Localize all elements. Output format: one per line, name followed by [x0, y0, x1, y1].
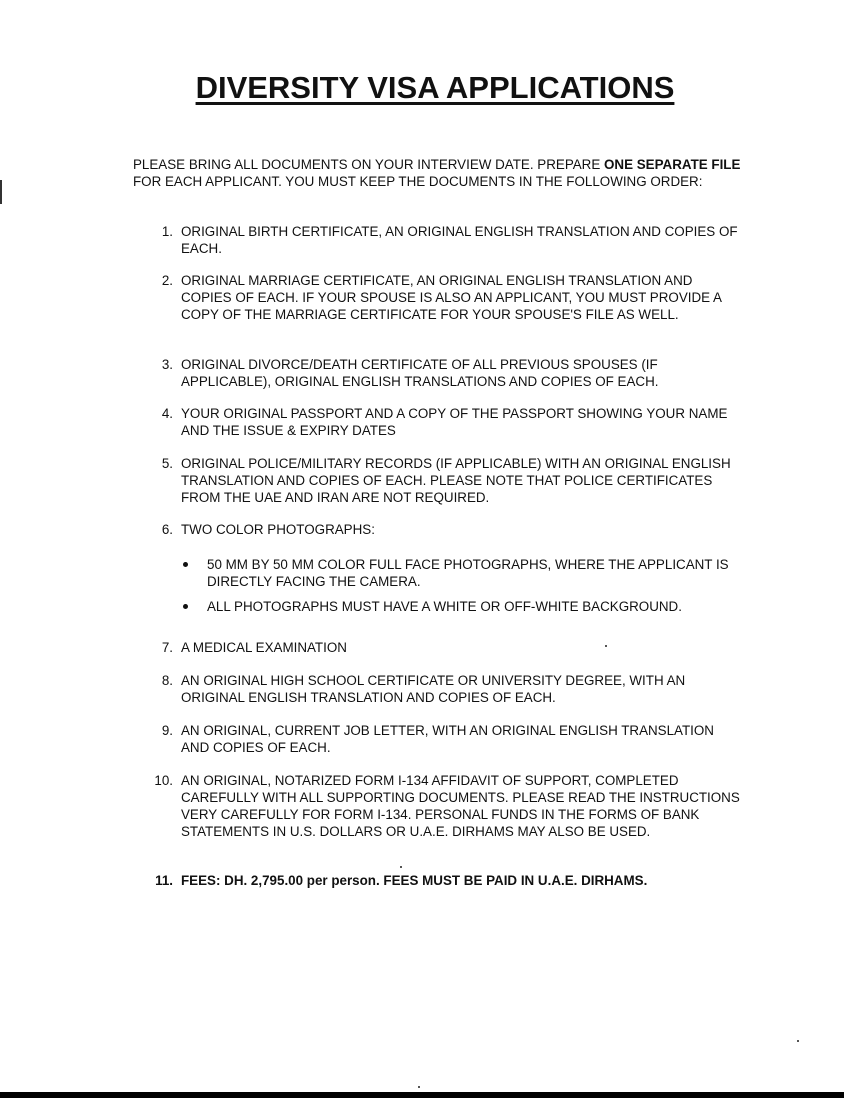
intro-bold-text: ONE SEPARATE FILE [604, 157, 741, 172]
scan-speck [418, 1086, 420, 1088]
list-item-text: YOUR ORIGINAL PASSPORT AND A COPY OF THE PASSPORT SHOWING YOUR NAME AND THE ISSUE & EXPIRY DATES [181, 406, 728, 438]
list-item-number: 8. [161, 673, 173, 688]
list-item-text: ORIGINAL BIRTH CERTIFICATE, AN ORIGINAL ENGLISH TRANSLATION AND COPIES OF EACH. [181, 224, 738, 256]
bullet-dot-icon [183, 562, 188, 567]
scan-bottom-edge [0, 1092, 844, 1098]
scan-speck [797, 1040, 799, 1042]
list-item-number: 11. [155, 873, 173, 888]
list-item-number: 1. [161, 224, 173, 239]
bullet-dot-icon [183, 604, 188, 609]
list-item-text: FEES: DH. 2,795.00 per person. FEES MUST BE PAID IN U.A.E. DIRHAMS. [181, 873, 648, 888]
list-item-text: AN ORIGINAL HIGH SCHOOL CERTIFICATE OR UNIVERSITY DEGREE, WITH AN ORIGINAL ENGLISH TRANSLATION AND COPIES OF EACH. [181, 673, 686, 705]
list-item-number: 3. [161, 357, 173, 372]
list-item-text: ORIGINAL POLICE/MILITARY RECORDS (IF APPLICABLE) WITH AN ORIGINAL ENGLISH TRANSLATION AND COPIES OF EACH. PLEASE NOTE THAT POLICE CERTIFICATES FROM THE UAE AND IRAN ARE NOT REQUIRED. [181, 456, 731, 505]
document-title: DIVERSITY VISA APPLICATIONS [195, 70, 675, 105]
list-item-number: 5. [161, 456, 173, 471]
scan-edge-mark [0, 180, 2, 204]
list-item-number: 10. [154, 773, 173, 788]
list-item-number: 7. [161, 640, 173, 655]
list-item-text: ORIGINAL DIVORCE/DEATH CERTIFICATE OF ALL PREVIOUS SPOUSES (IF APPLICABLE), ORIGINAL ENGLISH TRANSLATIONS AND COPIES OF EACH. [181, 357, 659, 389]
intro-text-1: PLEASE BRING ALL DOCUMENTS ON YOUR INTERVIEW DATE. PREPARE [133, 157, 605, 172]
list-item-number: 4. [161, 406, 173, 421]
scan-speck [400, 866, 402, 868]
list-item-text: AN ORIGINAL, NOTARIZED FORM I-134 AFFIDAVIT OF SUPPORT, COMPLETED CAREFULLY WITH ALL SUPPORTING DOCUMENTS. PLEASE READ THE INSTRUCTIONS VERY CAREFULLY FOR FORM I-134. PERSONAL FUNDS IN THE FORMS OF BANK STATEMENTS IN U.S. DOLLARS OR U.A.E. DIRHAMS MAY ALSO BE USED. [181, 773, 740, 839]
list-item-number: 9. [161, 723, 173, 738]
scan-speck [605, 645, 607, 647]
intro-paragraph [133, 156, 743, 190]
list-item-number: 6. [161, 522, 173, 537]
list-item-text: ORIGINAL MARRIAGE CERTIFICATE, AN ORIGINAL ENGLISH TRANSLATION AND COPIES OF EACH. IF YOUR SPOUSE IS ALSO AN APPLICANT, YOU MUST PROVIDE A COPY OF THE MARRIAGE CERTIFICATE FOR YOUR SPOUSE'S FILE AS WELL. [181, 273, 722, 322]
list-item-text: A MEDICAL EXAMINATION [181, 640, 347, 655]
list-item-text: AN ORIGINAL, CURRENT JOB LETTER, WITH AN ORIGINAL ENGLISH TRANSLATION AND COPIES OF EACH. [181, 723, 714, 755]
photo-bullet-text: ALL PHOTOGRAPHS MUST HAVE A WHITE OR OFF-WHITE BACKGROUND. [207, 599, 682, 614]
photo-bullet-text: 50 MM BY 50 MM COLOR FULL FACE PHOTOGRAPHS, WHERE THE APPLICANT IS DIRECTLY FACING THE CAMERA. [207, 557, 729, 589]
list-item-number: 2. [161, 273, 173, 288]
intro-text-2: FOR EACH APPLICANT. YOU MUST KEEP THE DOCUMENTS IN THE FOLLOWING ORDER: [133, 174, 703, 189]
list-item-text: TWO COLOR PHOTOGRAPHS: [181, 522, 375, 537]
